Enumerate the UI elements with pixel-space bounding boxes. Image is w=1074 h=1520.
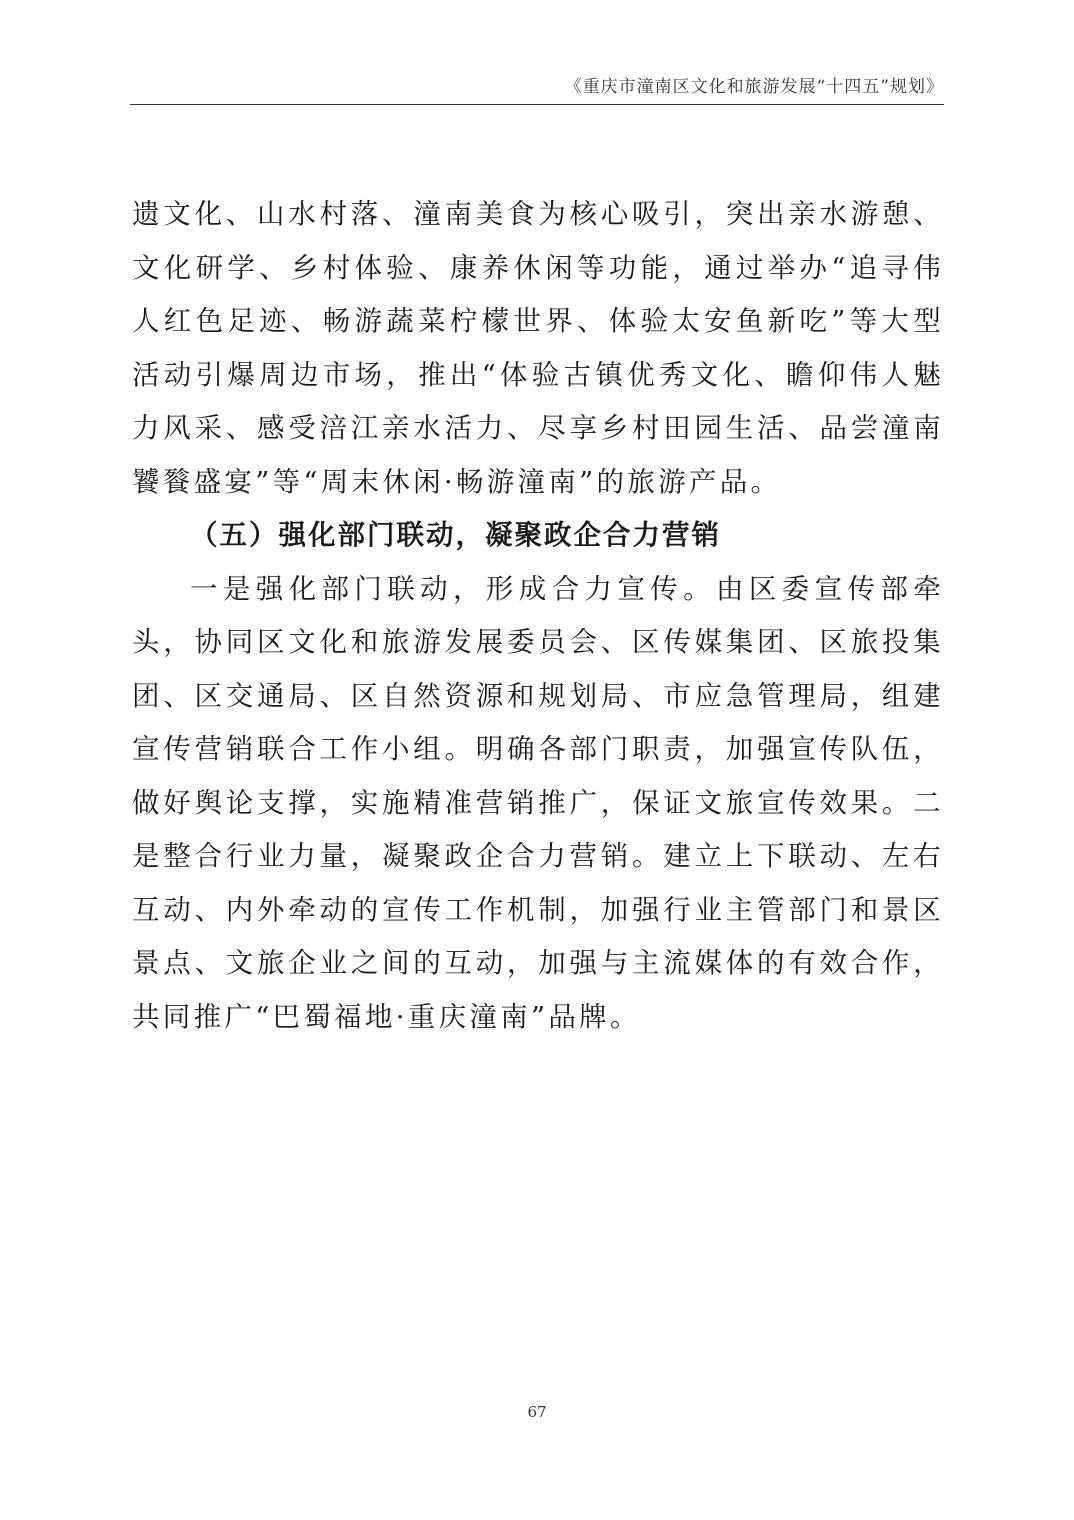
section-heading: （五）强化部门联动，凝聚政企合力营销 xyxy=(190,519,721,551)
body-paragraph: 一是强化部门联动，形成合力宣传。由区委宣传部牵头，协同区文化和旅游发展委员会、区传媒集团、区旅投集团、区交通局、区自然资源和规划局、市应急管理局，组建宣传营销联合工作小组。明确各部门职责，加强宣传队伍，做好舆论支撑，实施精准营销推广，保证文旅宣传效果。二是整合行业力量，凝聚政企合力营销。建立上下联动、左右互动、内外牵动的宣传工作机制，加强行业主管部门和景区景点、文旅企业之间的互动，加强与主流媒体的有效合作，共同推广“巴蜀福地·重庆潼南”品牌。 xyxy=(132,572,944,1033)
page-number: 67 xyxy=(527,1403,547,1421)
document-body xyxy=(132,188,944,1044)
body-paragraph-continued: 遗文化、山水村落、潼南美食为核心吸引，突出亲水游憩、文化研学、乡村体验、康养休闲等功能，通过举办“追寻伟人红色足迹、畅游蔬菜柠檬世界、体验太安鱼新吃”等大型活动引爆周边市场，推出“体验古镇优秀文化、瞻仰伟人魅力风采、感受涪江亲水活力、尽享乡村田园生活、品尝潼南饕餮盛宴”等“周末休闲·畅游潼南”的旅游产品。 xyxy=(132,198,944,498)
document-title: 《重庆市潼南区文化和旅游发展“十四五”规划》 xyxy=(564,77,944,97)
page-header xyxy=(130,76,944,105)
